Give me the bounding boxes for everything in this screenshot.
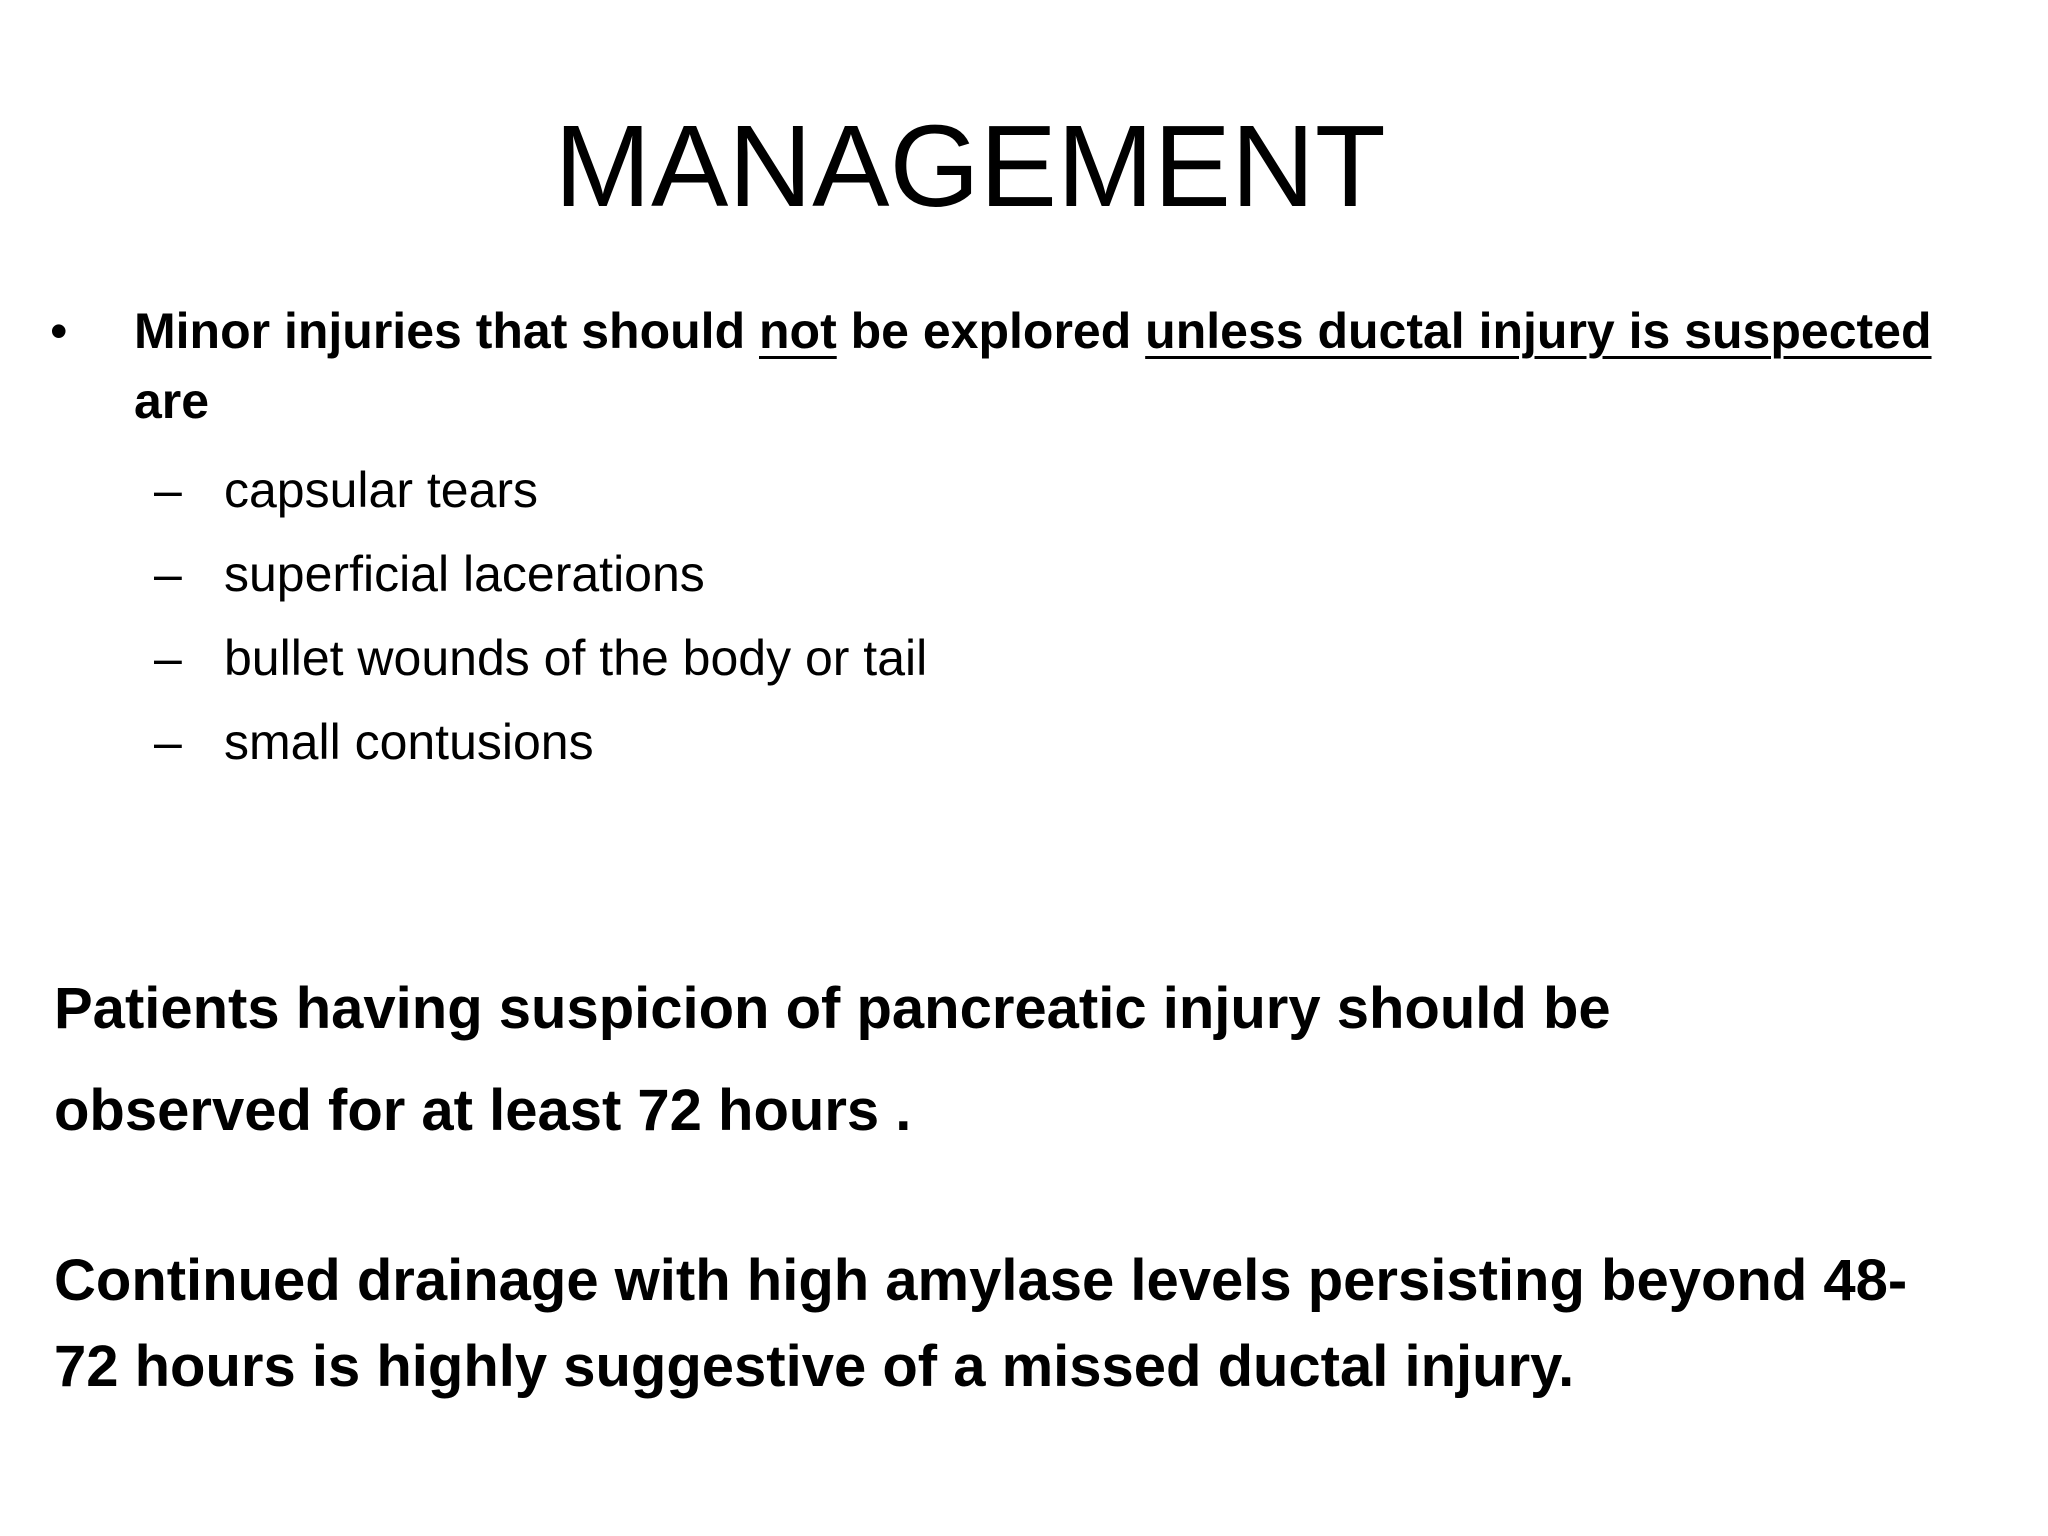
bullet-item xyxy=(50,296,1970,436)
sub-bullet-label: bullet wounds of the body or tail xyxy=(224,630,928,686)
sub-bullet-item xyxy=(154,616,1970,700)
paragraph-line: 72 hours is highly suggestive of a missed ductal injury. xyxy=(54,1334,1575,1399)
bullet-marker: • xyxy=(50,303,68,359)
sub-bullet-label: capsular tears xyxy=(224,462,539,518)
paragraph-line: observed for at least 72 hours . xyxy=(54,1078,912,1143)
slide-title: MANAGEMENT xyxy=(554,101,1386,231)
bullet-text-part5: are xyxy=(134,373,210,429)
dash-marker: – xyxy=(154,714,182,770)
sub-bullet-label: small contusions xyxy=(224,714,594,770)
sub-bullet-item xyxy=(154,532,1970,616)
paragraph-line: Continued drainage with high amylase levels persisting beyond 48- xyxy=(54,1248,1908,1313)
bullet-list xyxy=(50,296,1970,784)
drainage-paragraph xyxy=(54,1238,1994,1410)
sub-bullet-item xyxy=(154,700,1970,784)
paragraph-line: Patients having suspicion of pancreatic injury should be xyxy=(54,976,1611,1041)
sub-bullet-item xyxy=(154,448,1970,532)
observation-paragraph xyxy=(54,958,1994,1162)
sub-bullet-label: superficial lacerations xyxy=(224,546,705,602)
dash-marker: – xyxy=(154,462,182,518)
dash-marker: – xyxy=(154,630,182,686)
dash-marker: – xyxy=(154,546,182,602)
bullet-text-underlined-condition: unless ductal injury is suspected xyxy=(1145,303,1932,359)
bullet-text-part3: be explored xyxy=(836,303,1146,359)
sub-bullet-list xyxy=(50,448,1970,784)
bullet-text-part1: Minor injuries that should xyxy=(134,303,759,359)
bullet-text-underlined-not: not xyxy=(759,303,837,359)
